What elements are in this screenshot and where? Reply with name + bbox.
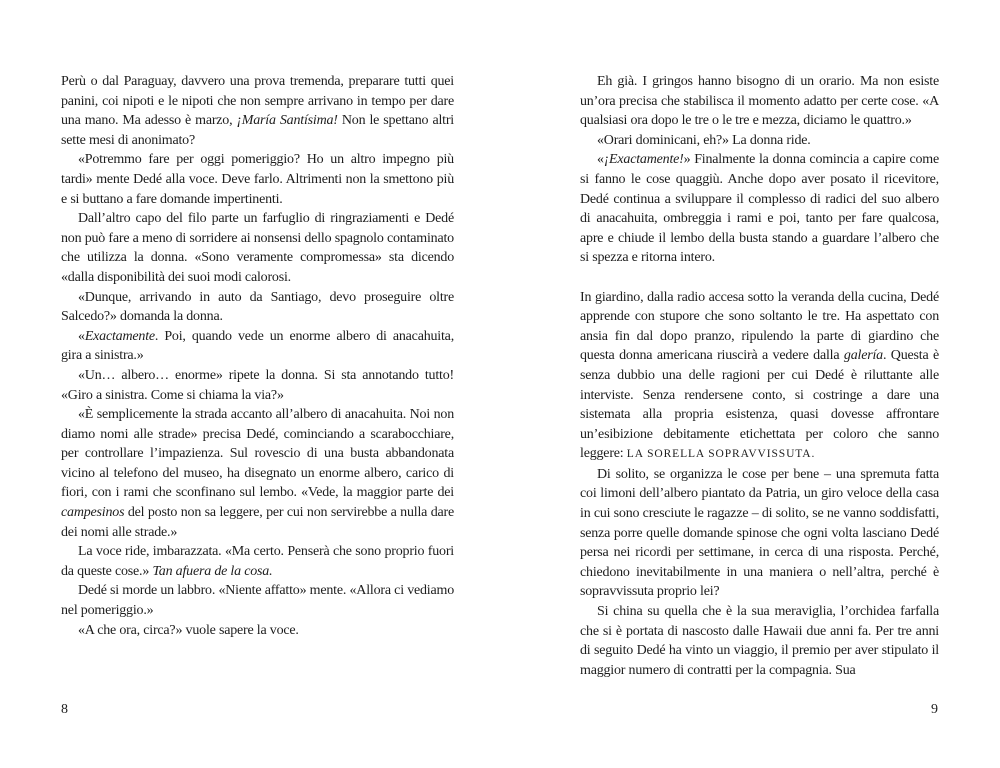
italic-text: ¡Exactamente! [603, 152, 684, 168]
paragraph [580, 131, 939, 151]
paragraph [61, 150, 454, 209]
paragraph [61, 288, 454, 327]
body-text: «Dunque, arrivando in auto da Santiago, devo proseguire oltre Salcedo?» domanda la donna. [61, 289, 454, 325]
paragraph [61, 542, 454, 581]
body-text: In giardino, dalla radio accesa sotto la veranda della cucina, Dedé apprende con stupore che sono soltanto le tre. Ha aspettato con ansia fin dal dopo pranzo, ripulendo la parte di giardino che questa donna americana riuscirà a vedere dalla [580, 289, 939, 364]
book-page-left [61, 72, 454, 640]
body-text: Si china su quella che è la sua meraviglia, l’orchidea farfalla che si è portata di nascosto dalle Hawaii due anni fa. Per tre anni di seguito Dedé ha vinto un viaggio, il premio per aver stipulato il maggior numero di contratti per la compagnia. Sua [580, 604, 939, 678]
italic-text: ¡María Santísima! [236, 113, 338, 129]
body-text: Non le spettano altri sette mesi di anonimato? [61, 113, 454, 148]
body-text: del posto non sa leggere, per cui non servirebbe a nulla dare dei nomi alle strade.» [61, 505, 454, 540]
body-text: « [597, 152, 604, 168]
paragraph [61, 366, 454, 405]
paragraph [61, 621, 454, 641]
paragraph [580, 72, 939, 131]
italic-text: Exactamente [84, 328, 155, 344]
body-text: «A che ora, circa?» vuole sapere la voce. [78, 622, 299, 638]
italic-text: galería [843, 348, 883, 364]
paragraph [61, 581, 454, 620]
paragraph [61, 405, 454, 542]
body-text: Dall’altro capo del filo parte un farfuglio di ringraziamenti e Dedé non può fare a meno di sorridere ai nonsensi dello spagnolo contaminato che utilizza la donna. «Sono veramente compromessa» sta dicendo «dalla disponibilità dei suoi modi calorosi. [61, 211, 454, 285]
body-text: «Potremmo fare per oggi pomeriggio? Ho un altro impegno più tardi» mente Dedé alla voce. Deve farlo. Altrimenti non la smettono più e si buttano a fare domande impertinenti. [61, 152, 454, 207]
body-text: Perù o dal Paraguay, davvero una prova tremenda, preparare tutti quei panini, coi nipoti e le nipoti che non sempre arrivano in tempo per dare una mano. Ma adesso è marzo, [61, 74, 454, 129]
body-text: La voce ride, imbarazzata. «Ma certo. Penserà che sono proprio fuori da queste cose.» [61, 544, 454, 579]
italic-text: campesinos [61, 505, 125, 521]
body-text: «Un… albero… enorme» ripete la donna. Si sta annotando tutto! «Giro a sinistra. Come si chiama la via?» [61, 367, 454, 403]
body-text: » Finalmente la donna comincia a capire come si fanno le cose quaggiù. Anche dopo aver posato il ricevitore, Dedé continua a sviluppare il complesso di radici del suo albero di anacahuita, ombreggia i rami e poi, tanto per fare qualcosa, apre e chiude il lembo della busta stando a guardare l’albero che si spezza e ritorna intero. [580, 152, 939, 266]
italic-text: Tan afuera de la cosa. [152, 563, 273, 579]
book-page-right [580, 72, 939, 680]
body-text: « [78, 328, 85, 344]
body-text: Dedé si morde un labbro. «Niente affatto» mente. «Allora ci vediamo nel pomeriggio.» [61, 583, 454, 619]
body-text: . Poi, quando vede un enorme albero di anacahuita, gira a sinistra.» [61, 328, 454, 364]
paragraph [61, 209, 454, 287]
body-text: Eh già. I gringos hanno bisogno di un orario. Ma non esiste un’ora precisa che stabilisca il momento adatto per certe cose. «A qualsiasi ora dopo le tre o le tre e mezza, diciamo le quattro.» [580, 74, 939, 129]
paragraph [61, 72, 454, 150]
paragraph [61, 327, 454, 366]
paragraph [580, 288, 939, 465]
body-text: . Questa è senza dubbio una delle ragioni per cui Dedé è riluttante alle interviste. Senza rendersene conto, si costringe a dare una sistemata alla propria esistenza, quasi dovesse affrontare un’esibizione debitamente etichettata per coloro che sanno leggere: [580, 348, 940, 462]
page-number-left: 8 [61, 702, 68, 717]
smallcaps-text: LA SORELLA SOPRAVVISSUTA. [626, 448, 816, 461]
body-text: «È semplicemente la strada accanto all’albero di anacahuita. Noi non diamo nomi alle strade» precisa Dedé, cominciando a scarabocchiare, per controllare l’impazienza. Sul rovescio di una busta abbandonata vicino al telefono del museo, ha disegnato un enorme albero, carico di fiori, con i rami che sconfinano sul lembo. «Vede, la maggior parte dei [61, 407, 454, 501]
paragraph [580, 602, 939, 680]
paragraph [580, 465, 939, 602]
paragraph [580, 150, 939, 268]
page-number-right: 9 [931, 702, 938, 717]
body-text: Di solito, se organizza le cose per bene – una spremuta fatta coi limoni dell’albero piantato da Patria, un giro veloce della casa in cui sono cresciute le ragazze – di solito, se ne vanno soddisfatti, senza porre quelle domande spinose che ogni volta lasciano Dedé persa nei ricordi per settimane, in cerca di una risposta. Perché, chiedono inevitabilmente in una maniera o nell’altra, perché è sopravvissuta proprio lei? [580, 466, 939, 600]
body-text: «Orari dominicani, eh?» La donna ride. [597, 132, 811, 148]
